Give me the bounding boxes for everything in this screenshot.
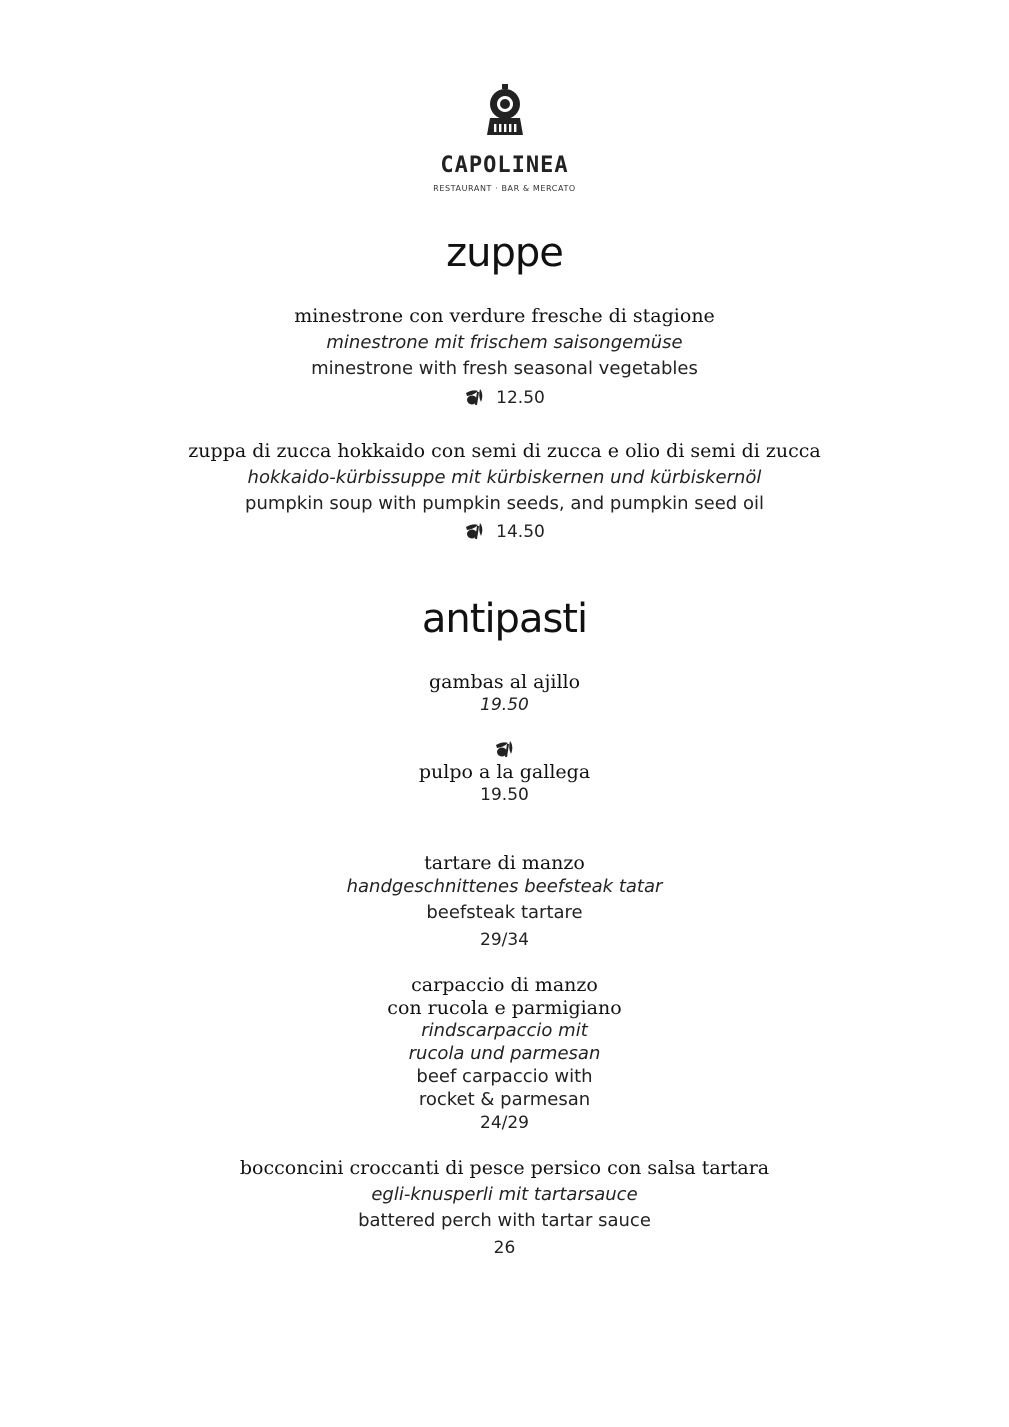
dish-german-name: rindscarpaccio mit: [421, 1020, 588, 1041]
dish-italian-name: con rucola e parmigiano: [387, 997, 622, 1019]
dish-german-name: hokkaido-kürbissuppe mit kürbiskernen und kürbiskernöl: [247, 467, 762, 488]
dish-price-row: [0, 522, 1009, 542]
dish-price: 29/34: [480, 930, 529, 950]
dish-english-name: pumpkin soup with pumpkin seeds, and pumpkin seed oil: [245, 493, 764, 514]
dish-german-name: egli-knusperli mit tartarsauce: [371, 1184, 638, 1205]
olive-branch-icon: [464, 388, 486, 406]
dish-price: 19.50: [480, 695, 529, 715]
dish-italian-name: gambas al ajillo: [428, 671, 581, 693]
dish-german-name: handgeschnittenes beefsteak tatar: [346, 876, 663, 897]
dish-italian-name: minestrone con verdure fresche di stagione: [294, 305, 715, 327]
dish-english-name: battered perch with tartar sauce: [358, 1210, 651, 1231]
dish-icon-row: [0, 740, 1009, 760]
dish-english-name: minestrone with fresh seasonal vegetables: [311, 358, 698, 379]
section-title-antipasti: antipasti: [421, 596, 588, 642]
dish-english-name: beefsteak tartare: [426, 902, 583, 923]
dish-italian-name: tartare di manzo: [424, 852, 585, 874]
olive-branch-icon: [494, 740, 516, 758]
dish-price: 12.50: [496, 388, 545, 408]
dish-german-name: rucola und parmesan: [408, 1043, 601, 1064]
dish-italian-name: zuppa di zucca hokkaido con semi di zucca e olio di semi di zucca: [188, 440, 821, 462]
brand-name: CAPOLINEA: [440, 153, 569, 178]
dish-price: 26: [493, 1238, 516, 1258]
dish-english-name: rocket & parmesan: [418, 1089, 591, 1110]
dish-price: 24/29: [480, 1113, 529, 1133]
brand-tagline: RESTAURANT · BAR & MERCATO: [433, 184, 576, 193]
section-title-zuppe: zuppe: [446, 230, 563, 276]
dish-italian-name: pulpo a la gallega: [418, 761, 591, 783]
dish-english-name: beef carpaccio with: [416, 1066, 593, 1087]
olive-branch-icon: [464, 522, 486, 540]
dish-italian-name: carpaccio di manzo: [411, 974, 598, 996]
train-logo-icon: [486, 84, 524, 136]
dish-price: 14.50: [496, 522, 545, 542]
dish-price: 19.50: [480, 785, 529, 805]
dish-italian-name: bocconcini croccanti di pesce persico con salsa tartara: [239, 1157, 770, 1179]
dish-german-name: minestrone mit frischem saisongemüse: [326, 332, 683, 353]
dish-price-row: [0, 388, 1009, 408]
